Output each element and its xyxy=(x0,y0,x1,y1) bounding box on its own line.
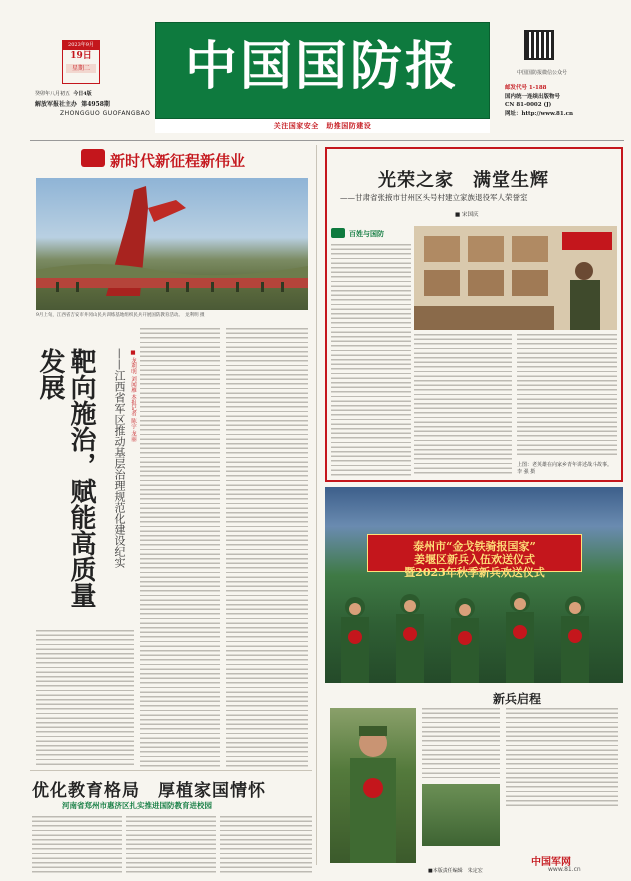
send-off-photo xyxy=(325,487,623,683)
pinyin-title: ZHONGGUO GUOFANGBAO xyxy=(60,110,151,117)
body-text-column xyxy=(226,328,308,768)
day: 19日 xyxy=(70,51,92,61)
body-text-column xyxy=(36,630,134,768)
weekday: 星期二 xyxy=(66,64,96,73)
recruits-text-column xyxy=(506,708,618,808)
column-kicker: 新时代新征程新伟业 xyxy=(110,152,246,170)
feature-text-column xyxy=(414,334,512,476)
column-divider xyxy=(316,145,317,865)
brand-logo[interactable]: 中国军网 xyxy=(531,857,571,868)
feature-title: 光荣之家 满堂生辉 xyxy=(378,170,549,191)
slogan: 关注国家安全 助推国防建设 xyxy=(155,119,490,133)
lead-headline: 靶向施治，赋能高质量发展 xyxy=(35,348,96,608)
body-text-column xyxy=(140,328,220,768)
qr-label: 中国国防报微信公众号 xyxy=(516,70,567,76)
bottom-text-column xyxy=(126,816,216,874)
bottom-text-column xyxy=(32,816,122,874)
lead-subheadline: ——江西省军区推动基层治理规范化建设纪实 xyxy=(113,348,126,568)
recruits-illustration xyxy=(325,582,623,683)
masthead-title: 中国国防报 xyxy=(184,36,460,97)
column-logo-icon xyxy=(81,149,105,167)
feature-photo-credit: 上图：老英雄在向家乡青年讲述战斗故事。 李 强 摄 xyxy=(517,462,615,475)
monument-illustration xyxy=(36,178,308,310)
feature-tag: 百姓与国防 xyxy=(349,229,384,238)
main-photo-caption: 9月上旬，江西省吉安市井冈山民兵训练基地组织民兵开展国防教育活动。 龙利明 摄 xyxy=(36,313,205,318)
publisher-line: 解放军报社主办 第4958期 xyxy=(35,101,110,108)
lead-byline: ■ 龙利明 刘闻雁 本报记者 陈宇 龙丽 xyxy=(130,350,136,442)
qr-code-icon[interactable] xyxy=(524,30,554,60)
brand-url[interactable]: www.81.cn xyxy=(548,866,581,873)
feature-subtitle: ——甘肃省张掖市甘州区头号村建立家族退役军人荣誉室 xyxy=(340,193,528,202)
publication-codes: 邮发代号 1-188 国内统一连续出版物号 CN 81-0002 (J) 网址：http://www.81.cn xyxy=(505,85,573,117)
tag-logo-icon xyxy=(331,228,345,238)
date-box xyxy=(62,40,100,84)
page-editor: ■本版责任编辑 朱定宏 xyxy=(428,868,483,874)
feature-photo xyxy=(414,226,617,330)
honor-room-illustration xyxy=(414,226,617,330)
soldier-illustration xyxy=(330,708,416,863)
ceremony-banner: 泰州市“金戈铁骑报国家” 姜堰区新兵入伍欢送仪式 暨2023年秋季新兵欢送仪式 xyxy=(367,534,582,572)
masthead-title-block xyxy=(155,22,490,119)
bottom-headline: 优化教育格局 厚植家国情怀 xyxy=(32,781,266,801)
new-recruits-title: 新兵启程 xyxy=(493,692,542,706)
section-divider xyxy=(30,770,312,771)
recruits-photo-small xyxy=(422,784,500,846)
feature-byline: ■ 宋国庆 xyxy=(455,212,479,218)
main-photo xyxy=(36,178,308,310)
soldier-photo xyxy=(330,708,416,863)
recruits-text-column xyxy=(422,708,500,778)
year-month: 2023年9月 xyxy=(63,41,99,50)
lunar-date: 癸卯年八月初五 今日4版 xyxy=(35,91,92,97)
feature-text-column xyxy=(331,244,411,476)
feature-text-column xyxy=(517,334,617,458)
bottom-text-column xyxy=(220,816,312,874)
bottom-subheadline: 河南省郑州市惠济区扎实推进国防教育进校园 xyxy=(62,801,212,810)
masthead-divider xyxy=(30,140,624,141)
